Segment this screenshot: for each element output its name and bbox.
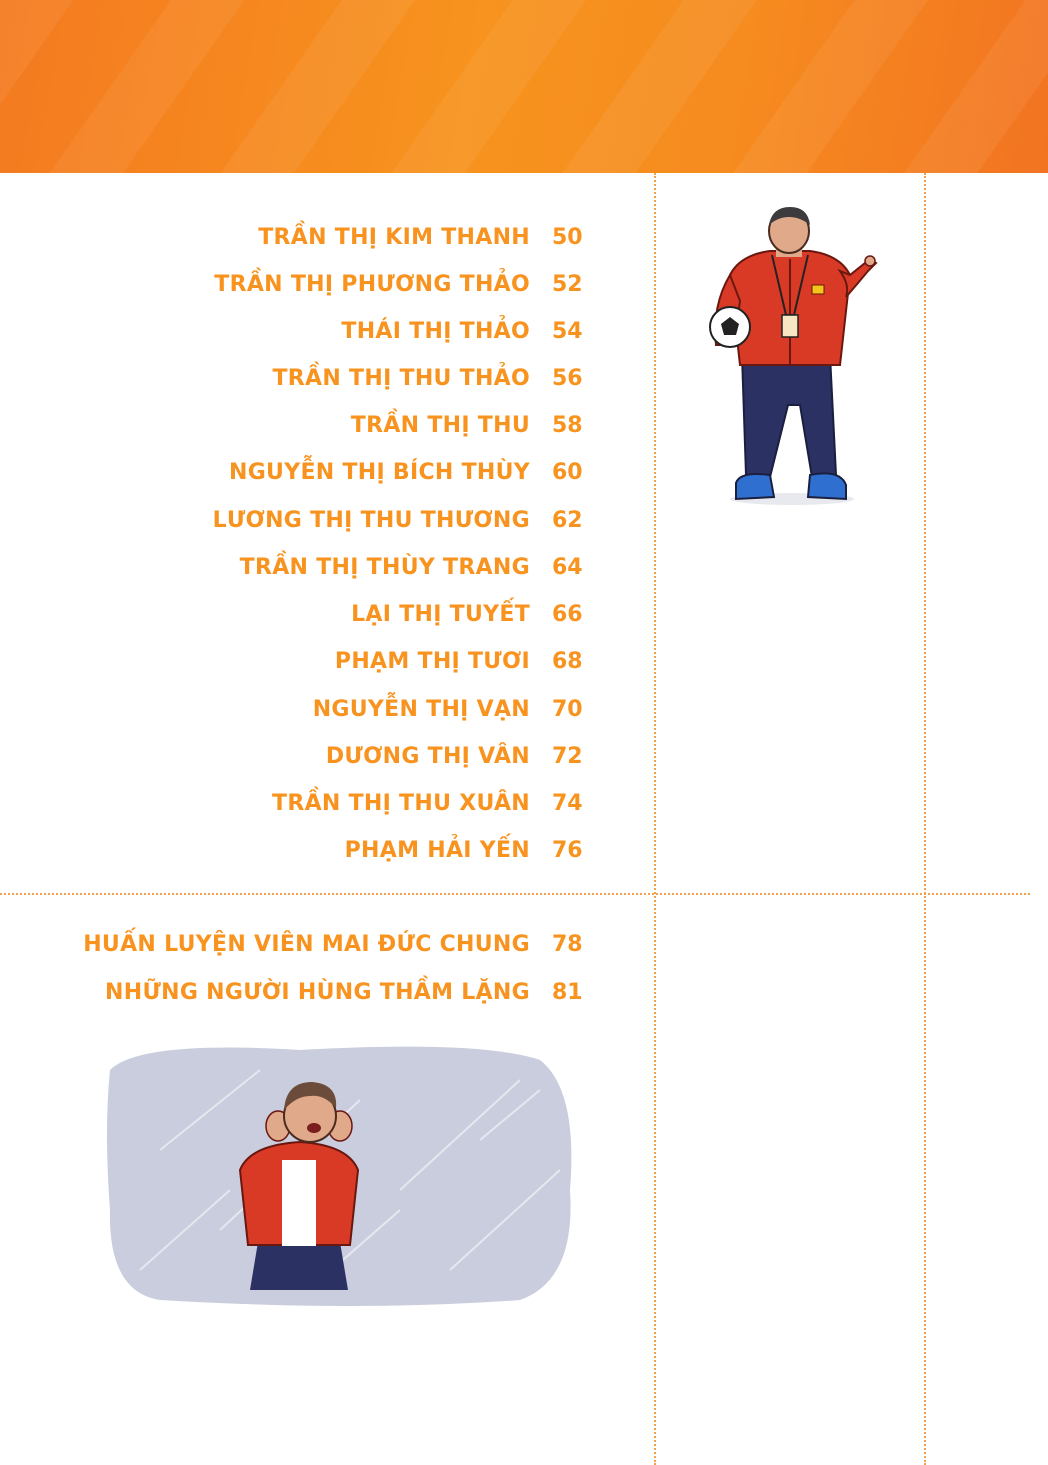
toc-entry-page: 52 <box>552 271 583 297</box>
toc-entry-name: PHẠM HẢI YẾN <box>344 837 530 863</box>
divider-vertical-left <box>654 173 656 1465</box>
toc-entry-name: HUẤN LUYỆN VIÊN MAI ĐỨC CHUNG <box>83 931 530 957</box>
banner-stripes <box>0 0 1048 173</box>
toc-entry-name: TRẦN THỊ THU THẢO <box>272 365 530 391</box>
toc-entry-page: 60 <box>552 459 583 485</box>
toc-entry[interactable] <box>0 500 600 540</box>
toc-entry-name: TRẦN THỊ THU XUÂN <box>272 790 530 816</box>
toc-entry[interactable] <box>0 311 600 351</box>
toc-entry[interactable] <box>0 736 600 776</box>
toc-entry-name: TRẦN THỊ THÙY TRANG <box>239 554 530 580</box>
toc-entry-name: NGUYỄN THỊ VẠN <box>312 696 530 722</box>
toc-entry-name: NGUYỄN THỊ BÍCH THÙY <box>228 459 530 485</box>
toc-entry-silent-heroes[interactable] <box>0 972 600 1012</box>
toc-entry-page: 56 <box>552 365 583 391</box>
toc-entry-name: PHẠM THỊ TƯƠI <box>334 648 530 674</box>
toc-entry[interactable] <box>0 264 600 304</box>
toc-entry-page: 54 <box>552 318 583 344</box>
toc-entry-page: 76 <box>552 837 583 863</box>
coach-with-ball-icon <box>700 205 880 510</box>
toc-entry-name: NHỮNG NGƯỜI HÙNG THẦM LẶNG <box>105 979 530 1005</box>
toc-entry[interactable] <box>0 452 600 492</box>
toc-entry[interactable] <box>0 547 600 587</box>
toc-entry-page: 64 <box>552 554 583 580</box>
divider-vertical-right <box>924 173 926 1465</box>
toc-entry-name: LẠI THỊ TUYẾT <box>351 601 530 627</box>
toc-entry-page: 72 <box>552 743 583 769</box>
toc-entry-page: 50 <box>552 224 583 250</box>
toc-entry[interactable] <box>0 689 600 729</box>
toc-entry-page: 62 <box>552 507 583 533</box>
toc-entry-name: THÁI THỊ THẢO <box>341 318 530 344</box>
toc-entry[interactable] <box>0 217 600 257</box>
toc-entry[interactable] <box>0 405 600 445</box>
toc-entry-page: 81 <box>552 979 583 1005</box>
toc-entry[interactable] <box>0 641 600 681</box>
toc-entry-page: 70 <box>552 696 583 722</box>
toc-entry-name: DƯƠNG THỊ VÂN <box>325 743 530 769</box>
toc-entry-page: 78 <box>552 931 583 957</box>
toc-entry-page: 58 <box>552 412 583 438</box>
header-banner <box>0 0 1048 173</box>
divider-horizontal <box>0 893 1030 895</box>
toc-entry[interactable] <box>0 830 600 870</box>
toc-entry-page: 74 <box>552 790 583 816</box>
toc-entry-name: TRẦN THỊ THU <box>350 412 530 438</box>
toc-entry-page: 68 <box>552 648 583 674</box>
toc-entry[interactable] <box>0 594 600 634</box>
toc-entry-name: LƯƠNG THỊ THU THƯƠNG <box>212 507 530 533</box>
toc-entry-page: 66 <box>552 601 583 627</box>
toc-entry[interactable] <box>0 358 600 398</box>
cheering-fan-in-rain-icon <box>100 1030 580 1312</box>
toc-entry-name: TRẦN THỊ PHƯƠNG THẢO <box>214 271 530 297</box>
toc-entry-name: TRẦN THỊ KIM THANH <box>258 224 530 250</box>
toc-entry[interactable] <box>0 783 600 823</box>
toc-entry-coach[interactable] <box>0 924 600 964</box>
